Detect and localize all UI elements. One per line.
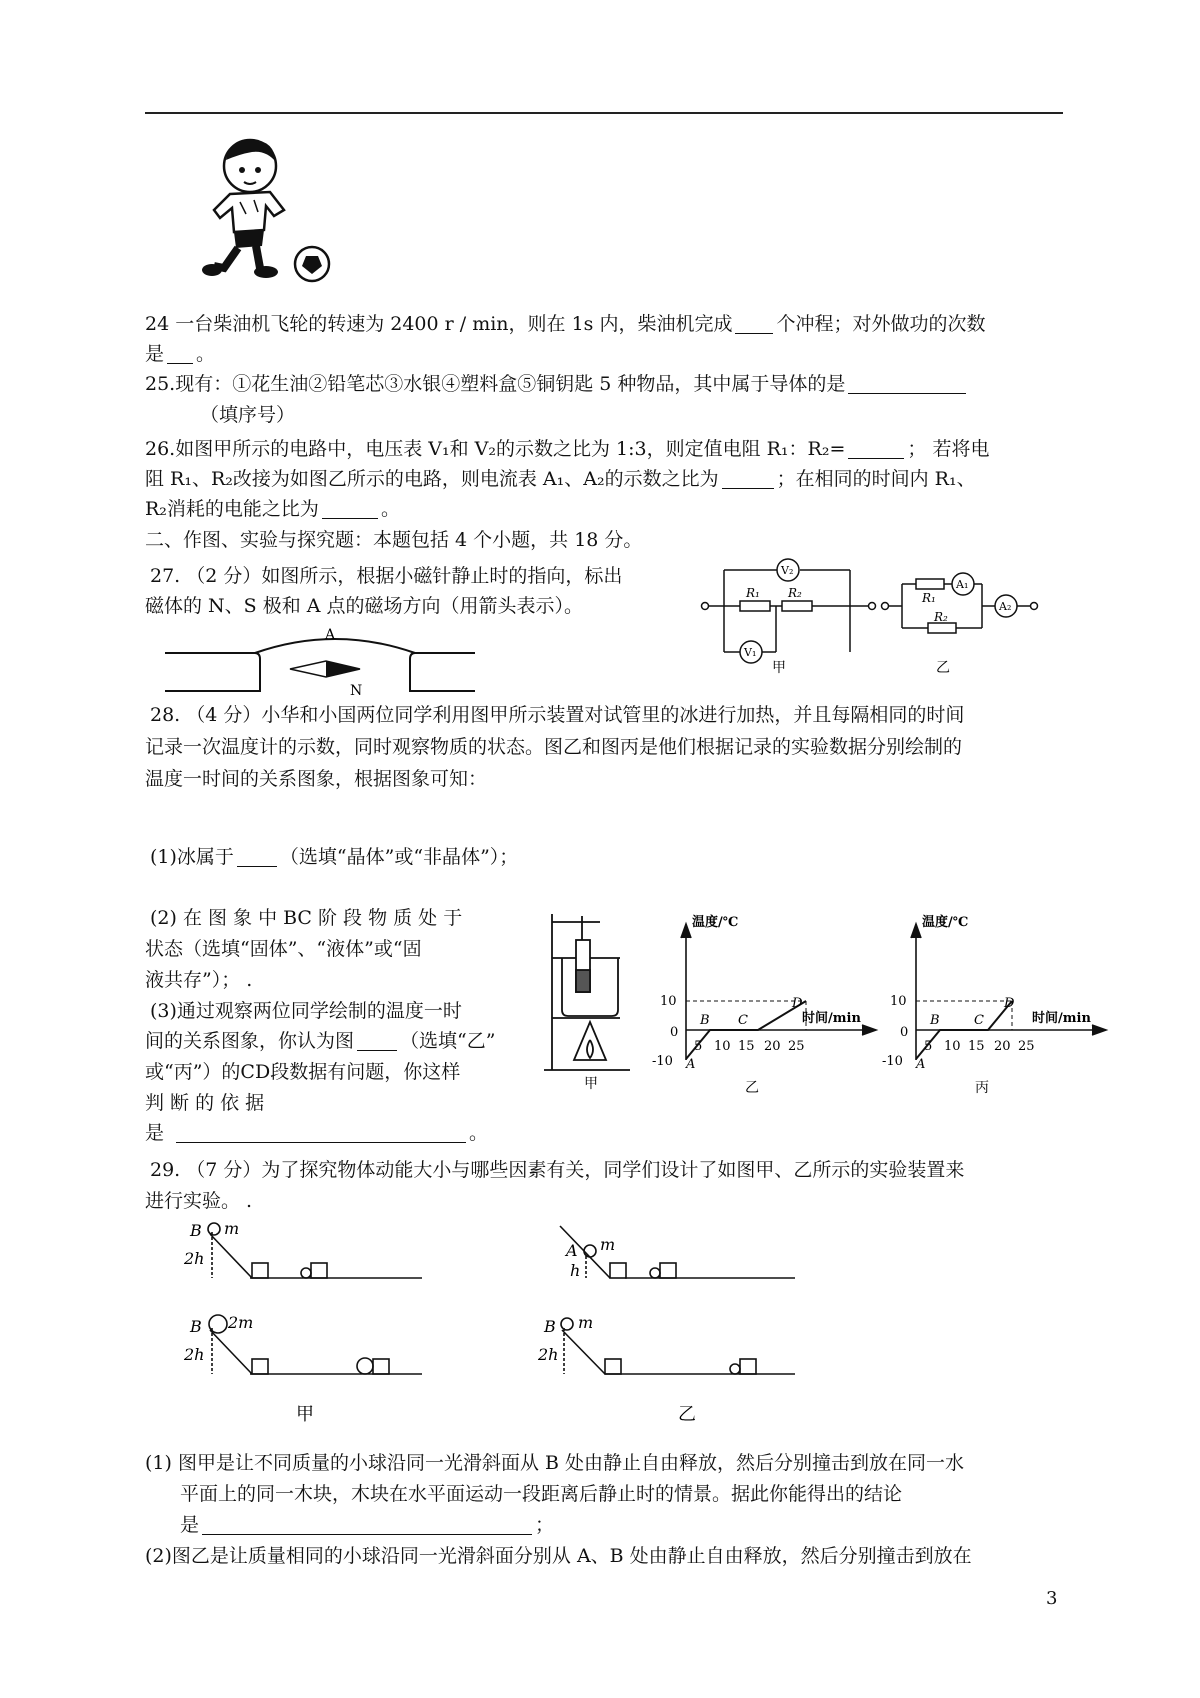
question-28-sub3-line4: 判 断 的 依 据 — [145, 1092, 265, 1114]
kinetic-label-yi: 乙 — [678, 1404, 696, 1425]
question-28-sub2-line3: 液共存”）； . — [145, 969, 253, 991]
jia-top-m-label: m — [224, 1219, 240, 1238]
jia-bot-m-label: 2m — [228, 1313, 254, 1332]
question-28-line2: 记录一次温度计的示数，同时观察物质的状态。图乙和图丙是他们根据记录的实验数据分别绘制的 — [145, 736, 963, 758]
label-a: A — [325, 627, 336, 643]
question-27-line2: 磁体的 N、S 极和 A 点的磁场方向（用箭头表示）。 — [145, 595, 584, 617]
q29-s1-text-b: ； — [535, 1514, 555, 1536]
resistor-r2-label: R₂ — [788, 586, 802, 600]
jia-top-h-label: 2h — [184, 1249, 205, 1268]
graph-bing-point-c: C — [974, 1013, 984, 1028]
q25-text-b: （填序号） — [200, 404, 296, 426]
q28-s3-text-b: （选填“乙” — [400, 1030, 496, 1052]
label-n: N — [350, 683, 363, 699]
graph-bing-point-a: A — [916, 1057, 926, 1072]
q28-blank-reason[interactable] — [176, 1122, 466, 1143]
question-29-sub1-line2: 平面上的同一木块，木块在水平面运动一段距离后静止时的情景。据此你能得出的结论 — [180, 1483, 903, 1505]
graph-bing-xtick-5: 5 — [924, 1039, 933, 1054]
graph-bing-ytick-0: 0 — [900, 1025, 909, 1040]
graph-yi-xtick-10: 10 — [714, 1039, 731, 1054]
graph-bing-ylabel: 温度/℃ — [922, 915, 969, 930]
boy-football-illustration — [200, 130, 340, 290]
question-26-line3 — [145, 494, 400, 524]
jia-bot-h-label: 2h — [184, 1345, 205, 1364]
graph-bing-xtick-15: 15 — [968, 1039, 985, 1054]
section-2-title: 二、作图、实验与探究题：本题包括 4 个小题，共 18 分。 — [145, 529, 643, 551]
graph-bing-ytick-10: 10 — [890, 994, 907, 1009]
q24-blank-strokes[interactable] — [735, 313, 773, 334]
question-29-line2: 进行实验。 . — [145, 1190, 253, 1212]
q24-text-b: 个冲程；对外做功的次数 — [776, 313, 986, 335]
question-26-line2 — [145, 464, 976, 494]
yi-top-m-label: m — [600, 1235, 616, 1254]
question-28-sub2-line2: 状态（选填“固体”、“液体”或“固 — [145, 938, 422, 960]
question-29-sub1-line1: (1) 图甲是让不同质量的小球沿同一光滑斜面从 B 处由静止自由释放，然后分别撞击到放在同一水 — [145, 1452, 964, 1474]
graph-yi-point-b: B — [700, 1013, 710, 1028]
header-rule — [145, 112, 1063, 114]
question-28-sub3-line2 — [145, 1026, 495, 1056]
question-28-sub3-line5 — [145, 1118, 488, 1148]
graph-bing-xtick-25: 25 — [1018, 1039, 1035, 1054]
q25-text-a: 25.现有：①花生油②铅笔芯③水银④塑料盒⑤铜钥匙 5 种物品，其中属于导体的是 — [145, 373, 846, 395]
graph-bing-ytick-neg10: -10 — [882, 1054, 903, 1069]
question-28-line1: 28. （4 分）小华和小国两位同学利用图甲所示装置对试管里的冰进行加热，并且每隔相同的时间 — [150, 704, 965, 726]
q26-blank-energy[interactable] — [322, 498, 378, 519]
graph-bing-xtick-10: 10 — [944, 1039, 961, 1054]
graph-yi-xtick-25: 25 — [788, 1039, 805, 1054]
apparatus-label-jia: 甲 — [584, 1076, 598, 1092]
graph-yi — [650, 912, 885, 1097]
q26-text-c: 阻 R₁、R₂改接为如图乙所示的电路，则电流表 A₁、A₂的示数之比为 — [145, 468, 719, 490]
graph-yi-point-a: A — [686, 1057, 696, 1072]
jia-bot-b-label: B — [190, 1317, 202, 1336]
question-28-sub1 — [150, 842, 518, 872]
question-29-line1: 29. （7 分）为了探究物体动能大小与哪些因素有关，同学们设计了如图甲、乙所示的实验装置来 — [150, 1159, 965, 1181]
graph-yi-xlabel: 时间/min — [802, 1011, 861, 1026]
graph-yi-ylabel: 温度/℃ — [692, 915, 739, 930]
graph-yi-ytick-10: 10 — [660, 994, 677, 1009]
page-number: 3 — [1046, 1588, 1058, 1609]
q29-s1-text-a: 是 — [180, 1514, 200, 1536]
graph-yi-point-d: D — [792, 996, 803, 1011]
question-28-sub2-line1: (2) 在 图 象 中 BC 阶 段 物 质 处 于 — [150, 907, 463, 929]
circuit-diagrams — [700, 548, 1050, 678]
question-25-line2 — [200, 400, 295, 430]
q28-s1-text-b: （选填“晶体”或“非晶体”）； — [279, 846, 519, 868]
meter-v2-label: V₂ — [781, 564, 794, 577]
question-24-line1 — [145, 309, 985, 339]
graph-bing-point-b: B — [930, 1013, 940, 1028]
resistor-r1-label-yi: R₁ — [922, 591, 936, 605]
yi-top-a-label: A — [566, 1241, 578, 1260]
q29-blank-conclusion[interactable] — [202, 1514, 532, 1535]
meter-a1-label: A₁ — [956, 578, 969, 591]
yi-top-h-label: h — [570, 1261, 581, 1280]
jia-top-b-label: B — [190, 1221, 202, 1240]
graph-yi-ytick-neg10: -10 — [652, 1054, 673, 1069]
yi-bot-h-label: 2h — [538, 1345, 559, 1364]
heating-apparatus — [540, 910, 640, 1095]
graph-yi-ytick-0: 0 — [670, 1025, 679, 1040]
graph-bing-point-d: D — [1004, 996, 1015, 1011]
q28-s3-text-d: 。 — [469, 1122, 489, 1144]
question-29-sub1-line3 — [180, 1510, 554, 1540]
meter-v1-label: V₁ — [744, 646, 757, 659]
question-28-line3: 温度一时间的关系图象，根据图象可知： — [145, 768, 488, 790]
q25-blank[interactable] — [848, 373, 966, 394]
q24-text-a: 24 一台柴油机飞轮的转速为 2400 r / min，则在 1s 内，柴油机完成 — [145, 313, 733, 335]
question-29-sub2-line1: (2)图乙是让质量相同的小球沿同一光滑斜面分别从 A、B 处由静止自由释放，然后分别撞击到放在 — [145, 1545, 972, 1567]
q28-s3-text-c: 是 — [145, 1122, 165, 1144]
q28-s1-text-a: (1)冰属于 — [150, 846, 234, 868]
q24-text-d: 。 — [196, 343, 216, 365]
q28-blank-graph[interactable] — [357, 1030, 397, 1051]
graph-bing-label: 丙 — [975, 1080, 989, 1096]
graph-bing — [880, 912, 1115, 1097]
kinetic-energy-figure — [184, 1219, 1070, 1430]
question-28-sub3-line3: 或“丙”）的CD段数据有问题，你这样 — [145, 1061, 461, 1083]
circuit-label-jia: 甲 — [772, 660, 786, 676]
q26-text-a: 26.如图甲所示的电路中，电压表 V₁和 V₂的示数之比为 1:3，则定值电阻 R₁：R₂= — [145, 438, 846, 460]
q28-s3-text-a: 间的关系图象，你认为图 — [145, 1030, 355, 1052]
question-26-line1 — [145, 434, 989, 464]
circuit-label-yi: 乙 — [936, 660, 950, 676]
graph-yi-label: 乙 — [745, 1080, 759, 1096]
graph-bing-xtick-20: 20 — [994, 1039, 1011, 1054]
question-25-line1 — [145, 369, 969, 399]
magnet-figure — [160, 625, 480, 710]
q26-text-b: ； 若将电 — [907, 438, 990, 460]
resistor-r1-label: R₁ — [746, 586, 760, 600]
q26-text-e: R₂消耗的电能之比为 — [145, 498, 319, 520]
yi-bot-b-label: B — [544, 1317, 556, 1336]
q26-blank-ratio-r[interactable] — [848, 438, 904, 459]
kinetic-label-jia: 甲 — [296, 1404, 314, 1425]
graph-bing-xlabel: 时间/min — [1032, 1011, 1091, 1026]
q24-text-c: 是 — [145, 343, 165, 365]
resistor-r2-label-yi: R₂ — [934, 610, 948, 624]
graph-yi-xtick-15: 15 — [738, 1039, 755, 1054]
meter-a2-label: A₂ — [999, 600, 1012, 613]
q24-blank-work[interactable] — [167, 343, 193, 364]
graph-yi-xtick-5: 5 — [694, 1039, 703, 1054]
q26-blank-ratio-a[interactable] — [722, 468, 774, 489]
q26-text-f: 。 — [380, 498, 400, 520]
question-24-line2 — [145, 339, 215, 369]
question-27-line1: 27. （2 分）如图所示，根据小磁针静止时的指向，标出 — [150, 565, 623, 587]
q28-blank-crystal[interactable] — [237, 846, 277, 867]
graph-yi-point-c: C — [738, 1013, 748, 1028]
yi-bot-m-label: m — [578, 1313, 594, 1332]
question-28-sub3-line1: (3)通过观察两位同学绘制的温度一时 — [150, 1000, 462, 1022]
q26-text-d: ；在相同的时间内 R₁、 — [776, 468, 976, 490]
graph-yi-xtick-20: 20 — [764, 1039, 781, 1054]
